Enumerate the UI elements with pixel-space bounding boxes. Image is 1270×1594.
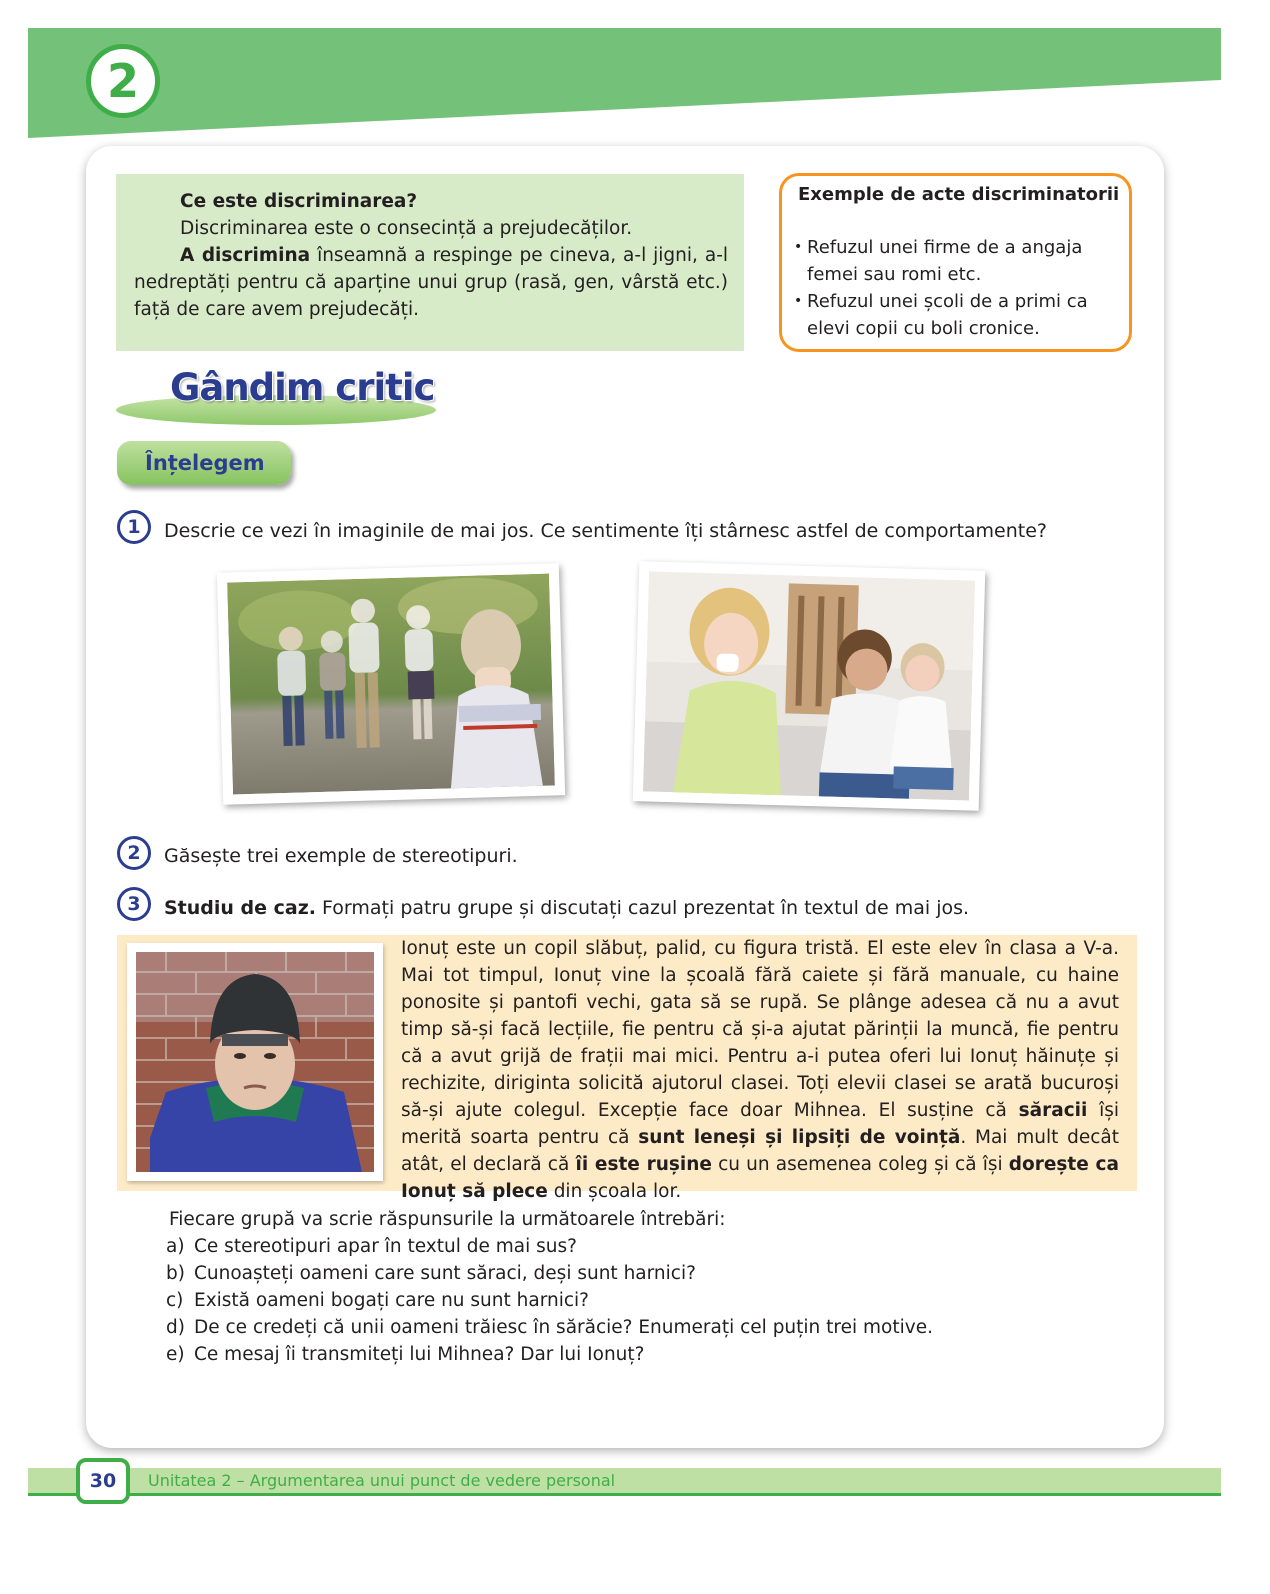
case-text-part: din școala lor. xyxy=(547,1181,682,1202)
question-letter: c) xyxy=(166,1290,184,1311)
section-title: Gândim critic xyxy=(170,366,435,409)
case-text-bold: îi este rușine xyxy=(575,1154,712,1175)
task-text-rest: Formați patru grupe și discutați cazul prezentat în textul de mai jos. xyxy=(316,897,970,919)
question-letter: b) xyxy=(166,1263,185,1284)
example-item: • Refuzul unei școli de a primi ca elevi copii cu boli cronice. xyxy=(794,288,1124,342)
task-number: 1 xyxy=(127,516,141,538)
questions-list xyxy=(166,1233,933,1368)
question-item xyxy=(166,1287,933,1314)
question-item xyxy=(166,1260,933,1287)
definition-paragraph xyxy=(134,242,728,323)
examples-box xyxy=(779,173,1132,352)
question-text: Ce stereotipuri apar în textul de mai sus? xyxy=(194,1236,577,1257)
task-number-badge xyxy=(117,510,151,544)
task-text: Descrie ce vezi în imaginile de mai jos. Ce sentimente îți stârnesc astfel de comportamente? xyxy=(164,520,1047,542)
case-text-part: cu un asemenea coleg și că își xyxy=(711,1154,1009,1175)
case-text-bold: sunt leneși și lipsiți de voință xyxy=(638,1127,961,1148)
case-text-bold: dorește ca Ionuț să plece xyxy=(401,1154,1119,1202)
case-text-part: își merită soarta pentru că xyxy=(401,1100,1119,1148)
definition-term: A discrimina xyxy=(180,245,311,266)
examples-title: Exemple de acte discriminatorii xyxy=(798,184,1120,205)
question-item xyxy=(166,1314,933,1341)
photo-children-pointing-image xyxy=(227,574,555,795)
chapter-number: 2 xyxy=(106,54,139,108)
definition-title: Ce este discriminarea? xyxy=(180,191,418,212)
questions-intro: Fiecare grupă va scrie răspunsurile la următoarele întrebări: xyxy=(169,1209,726,1230)
task-bold-label: Studiu de caz. xyxy=(164,897,317,919)
question-text: Cunoașteți oameni care sunt săraci, deși sunt harnici? xyxy=(194,1263,696,1284)
example-item: • Refuzul unei firme de a angaja femei sau romi etc. xyxy=(794,234,1124,288)
case-text-bold: săracii xyxy=(1018,1100,1088,1121)
question-text: Ce mesaj îi transmiteți lui Mihnea? Dar lui Ionuț? xyxy=(194,1344,645,1365)
tab-intelegem xyxy=(117,441,291,485)
definition-text: înseamnă a respinge pe cineva, a-l jigni, a-l nedreptăți pentru că aparține unui grup (rasă, gen, vârstă etc.) față de care avem prejudecăți. xyxy=(134,245,729,320)
chapter-badge xyxy=(86,44,160,118)
task-text xyxy=(164,895,969,921)
question-text: De ce credeți că unii oameni trăiesc în sărăcie? Enumerați cel puțin trei motive. xyxy=(194,1317,933,1338)
photo-children-pointing xyxy=(217,563,565,804)
question-item xyxy=(166,1233,933,1260)
task-text: Găsește trei exemple de stereotipuri. xyxy=(164,845,518,867)
page-number: 30 xyxy=(89,1470,117,1492)
photo-sad-boy-image xyxy=(136,952,374,1172)
tab-label: Înțelegem xyxy=(145,451,265,475)
header-band xyxy=(28,28,1221,138)
photo-crying-girl-image xyxy=(643,571,975,800)
questions-block xyxy=(166,1206,933,1368)
question-letter: d) xyxy=(166,1317,185,1338)
question-item xyxy=(166,1341,933,1368)
task-number-badge xyxy=(117,836,151,870)
question-text: Există oameni bogați care nu sunt harnici? xyxy=(194,1290,589,1311)
task-number-badge xyxy=(117,887,151,921)
footer-unit-title: Unitatea 2 – Argumentarea unui punct de vedere personal xyxy=(148,1471,616,1490)
definition-line: Discriminarea este o consecință a prejudecăților. xyxy=(180,218,633,239)
definition-box xyxy=(116,174,744,351)
case-text-part: Ionuț este un copil slăbuț, palid, cu figura tristă. El este elev în clasa a V-a. Mai tot timpul, Ionuț vine la școală fără caiete și fără manuale, cu haine ponosite și pantofi vechi, gata să se rupă. Se plânge adesea că nu a avut timp să-și facă lecțiile, fie pentru că și-a ajutat părinții la muncă, fie pentru că a avut grijă de frații mai mici. Pentru a-i putea oferi lui Ionuț hăinuțe și rechizite, diriginta solicită ajutorul clasei. Toți elevii clasei se arată bucuroși să-și ajute colegul. Excepție face doar Mihnea. El susține că xyxy=(401,938,1119,1121)
case-text-part: . Mai mult decât atât, el declară că xyxy=(401,1127,1119,1175)
case-study-box xyxy=(117,935,1137,1202)
page-number-badge xyxy=(76,1458,130,1504)
case-study-text xyxy=(401,935,1119,1205)
task-number: 3 xyxy=(127,893,141,915)
examples-list xyxy=(794,234,1124,342)
photo-crying-girl xyxy=(633,561,986,811)
task-number: 2 xyxy=(127,842,141,864)
question-letter: e) xyxy=(166,1344,185,1365)
photo-sad-boy xyxy=(127,943,383,1181)
question-letter: a) xyxy=(166,1236,185,1257)
